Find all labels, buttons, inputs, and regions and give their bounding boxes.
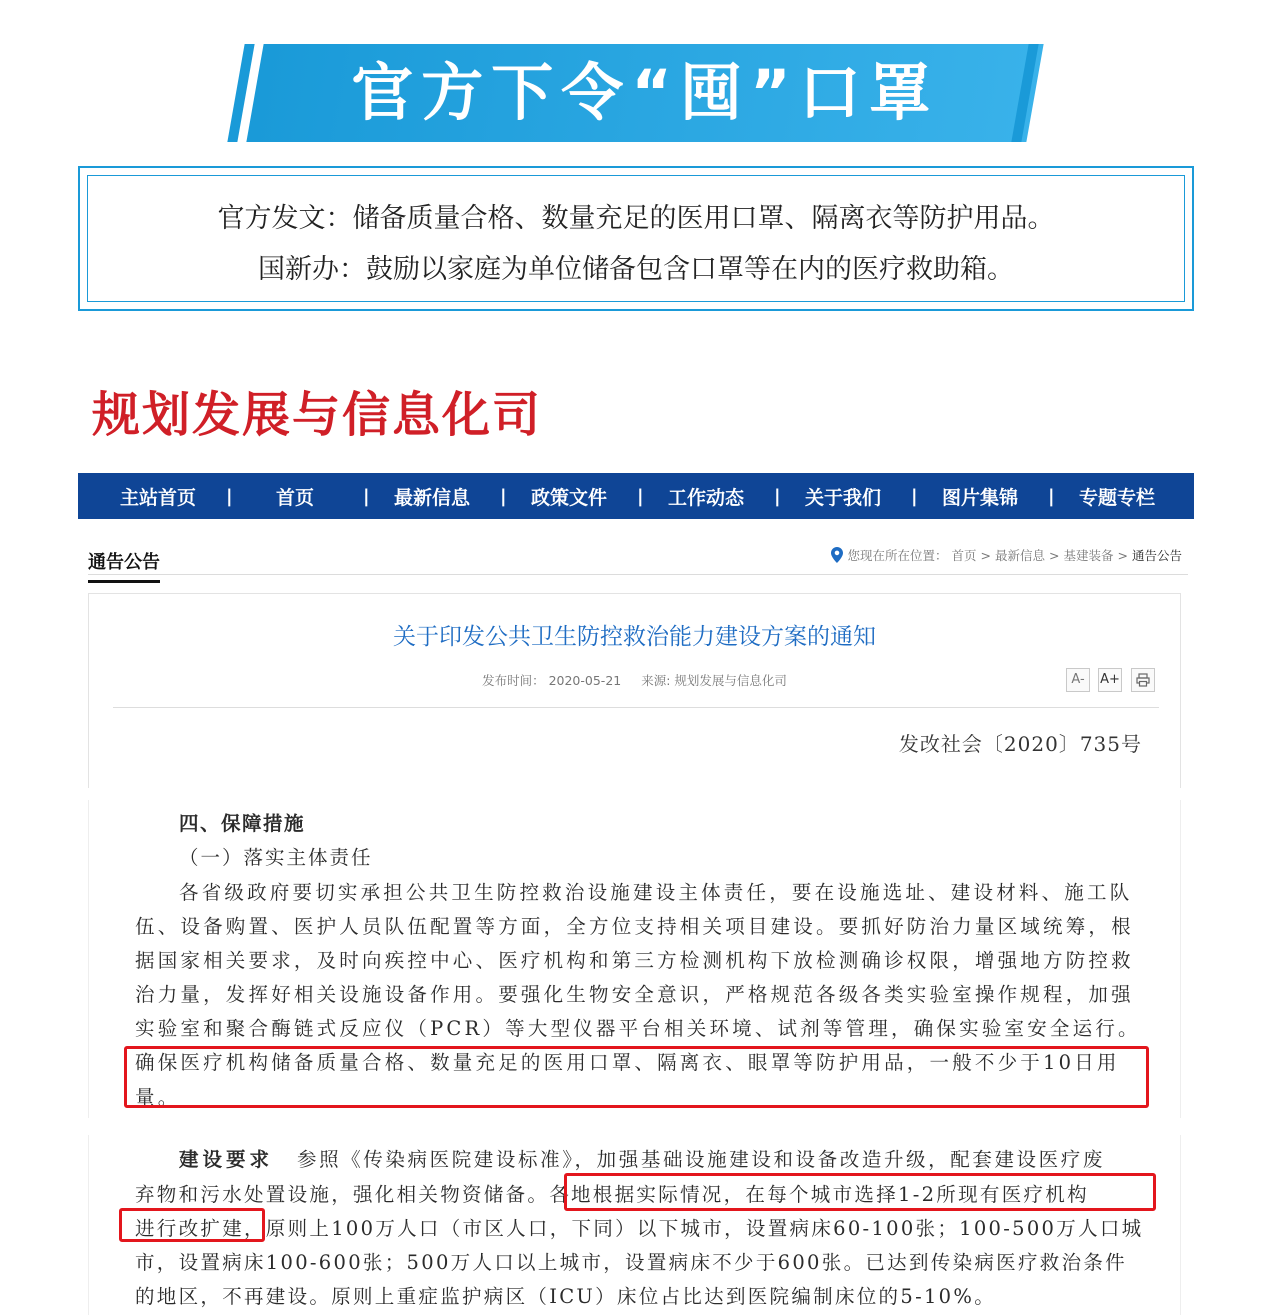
nav-separator: | (226, 485, 233, 507)
banner-title: 官方下令“囤”口罩 (351, 56, 939, 129)
breadcrumb-separator: > (980, 547, 991, 563)
nav-separator: | (637, 485, 644, 507)
breadcrumb-infrastructure[interactable]: 基建装备 (1063, 548, 1114, 563)
location-pin-icon (831, 547, 843, 563)
excerpt-line: 据国家相关要求，及时向疾控中心、医疗机构和第三方检测机构下放检测确诊权限，增强地方防控救 (135, 949, 1134, 972)
breadcrumb-current: 通告公告 (1131, 548, 1182, 563)
excerpt-line: 弃物和污水处置设施，强化相关物资储备。各地根据实际情况，在每个城市选择1-2所现有医疗机构 (135, 1183, 1089, 1206)
highlight-box-renovate (119, 1208, 265, 1242)
nav-item-about[interactable]: 关于我们 (804, 486, 881, 509)
excerpt-line: 各省级政府要切实承担公共卫生防控救治设施建设主体责任，要在设施选址、建设材料、施工队 (179, 881, 1133, 904)
excerpt-heading: 四、保障措施 (179, 812, 306, 835)
summary-line-1: 官方发文：储备质量合格、数量充足的医用口罩、隔离衣等防护用品。 (217, 203, 1055, 234)
nav-item-main-home[interactable]: 主站首页 (119, 486, 196, 509)
meta-source-label: 来源: (641, 673, 671, 688)
department-title: 规划发展与信息化司 (92, 387, 543, 443)
excerpt-line: 进行改扩建，原则上100万人口（市区人口，下同）以下城市，设置病床60-100张；100-500万人口城 (135, 1217, 1144, 1240)
breadcrumb-separator: > (1117, 547, 1128, 563)
nav-separator: | (911, 485, 918, 507)
article-meta (88, 671, 1181, 689)
meta-source: 规划发展与信息化司 (674, 673, 787, 688)
font-decrease-button[interactable]: A- (1066, 668, 1090, 692)
requirements-label: 建设要求 (179, 1148, 274, 1171)
document-number: 发改社会〔2020〕735号 (898, 732, 1142, 756)
breadcrumb-prefix: 您现在所在位置： (847, 548, 948, 563)
excerpt-line: 参照《传染病医院建设标准》，加强基础设施建设和设备改造升级，配套建设医疗废 (297, 1148, 1105, 1171)
meta-date: 2020-05-21 (548, 673, 622, 688)
excerpt-line: 伍、设备购置、医护人员队伍配置等方面，全方位支持相关项目建设。要抓好防治力量区域统筹，根 (135, 915, 1134, 938)
breadcrumb-separator: > (1049, 547, 1060, 563)
highlight-box-reserve (124, 1046, 1149, 1108)
tab-notices[interactable]: 通告公告 (88, 548, 160, 583)
excerpt-line: 市，设置病床100-600张；500万人口以上城市，设置病床不少于600张。已达到传染病医疗救治条件 (135, 1251, 1127, 1274)
printer-icon (1136, 673, 1150, 687)
nav-item-latest[interactable]: 最新信息 (393, 486, 470, 509)
nav-item-work[interactable]: 工作动态 (667, 486, 744, 509)
font-increase-button[interactable]: A+ (1098, 668, 1122, 692)
article-title: 关于印发公共卫生防控救治能力建设方案的通知 (393, 624, 876, 650)
nav-separator: | (1048, 485, 1055, 507)
excerpt-line: 治力量，发挥好相关设施设备作用。要强化生物安全意识，严格规范各级各类实验室操作规程，加强 (135, 983, 1134, 1006)
breadcrumb-latest[interactable]: 最新信息 (994, 548, 1045, 563)
summary-line-2: 国新办：鼓励以家庭为单位储备包含口罩等在内的医疗救助箱。 (258, 254, 1014, 285)
nav-item-gallery[interactable]: 图片集锦 (941, 486, 1018, 509)
excerpt-safeguards (88, 800, 1181, 1118)
nav-separator: | (774, 485, 781, 507)
nav-item-topics[interactable]: 专题专栏 (1078, 486, 1155, 509)
nav-separator: | (500, 485, 507, 507)
nav-separator: | (363, 485, 370, 507)
nav-item-policy[interactable]: 政策文件 (530, 486, 607, 509)
nav-item-home[interactable]: 首页 (275, 486, 314, 509)
excerpt-line: 的地区，不再建设。原则上重症监护病区（ICU）床位占比达到医院编制床位的5-10%。 (135, 1285, 996, 1308)
excerpt-requirements (88, 1135, 1181, 1315)
article-divider (113, 707, 1159, 708)
print-button[interactable] (1131, 668, 1155, 692)
breadcrumb-home[interactable]: 首页 (951, 548, 977, 563)
section-divider (88, 574, 1188, 575)
excerpt-line: 实验室和聚合酶链式反应仪（PCR）等大型仪器平台相关环境、试剂等管理，确保实验室安全运行。 (135, 1017, 1141, 1040)
excerpt-line: 确保医疗机构储备质量合格、数量充足的医用口罩、隔离衣、眼罩等防护用品，一般不少于10日用 (135, 1051, 1120, 1074)
excerpt-subheading: （一）落实主体责任 (179, 846, 373, 869)
highlight-box-select-city (564, 1173, 1156, 1211)
main-navbar (78, 473, 1194, 519)
breadcrumb (831, 546, 1182, 564)
meta-date-label: 发布时间： (482, 673, 545, 688)
excerpt-line: 量。 (135, 1086, 181, 1109)
